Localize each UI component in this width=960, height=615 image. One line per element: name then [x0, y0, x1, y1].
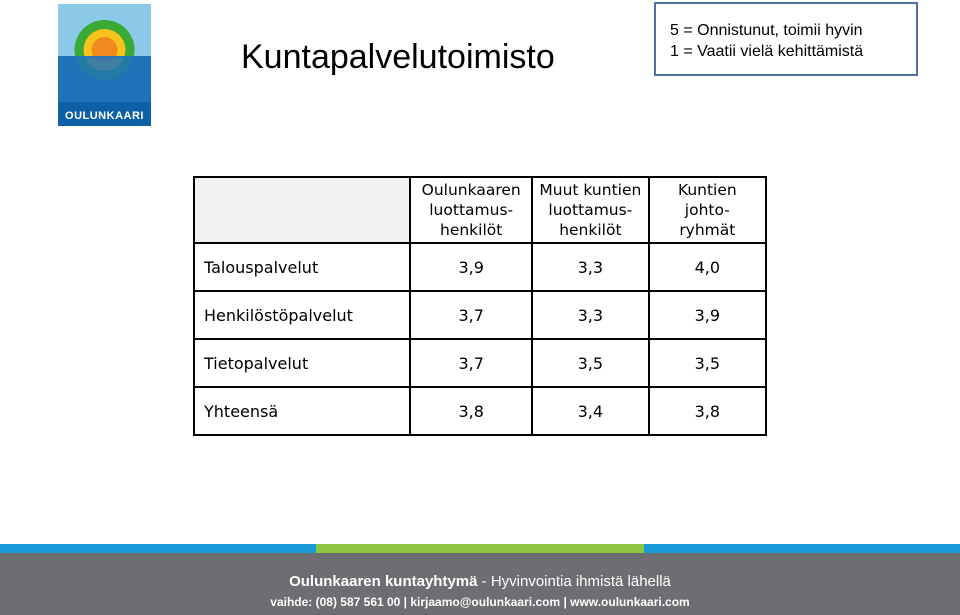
footer-slogan: - Hyvinvointia ihmistä lähellä: [477, 573, 671, 590]
legend-line-2: 1 = Vaatii vielä kehittämistä: [670, 43, 864, 60]
header-line: Muut kuntien: [539, 181, 642, 199]
table-cell: 3,3: [532, 291, 649, 339]
table-cell: 3,8: [410, 387, 532, 435]
table-cell: 3,7: [410, 291, 532, 339]
footer: [0, 553, 960, 615]
table-row: [194, 339, 766, 387]
header-line: ryhmät: [679, 221, 736, 239]
table-cell: 3,9: [649, 291, 766, 339]
table-header-row: [194, 177, 766, 243]
table-cell: 3,4: [532, 387, 649, 435]
stripe-green: [316, 544, 644, 553]
footer-color-stripe: [0, 544, 960, 553]
oulunkaari-logo: [58, 4, 151, 126]
table-cell: 4,0: [649, 243, 766, 291]
row-label: Tietopalvelut: [194, 339, 410, 387]
table-cell: 3,7: [410, 339, 532, 387]
table-cell: 3,5: [532, 339, 649, 387]
row-label: Yhteensä: [194, 387, 410, 435]
row-label: Talouspalvelut: [194, 243, 410, 291]
legend-line-1: 5 = Onnistunut, toimii hyvin: [670, 22, 863, 39]
results-table: [193, 176, 767, 436]
header-line: henkilöt: [440, 221, 503, 239]
stripe-blue-left: [0, 544, 316, 553]
table-cell: 3,9: [410, 243, 532, 291]
header-line: Kuntien: [677, 181, 737, 199]
logo-text: OULUNKAARI: [65, 110, 144, 122]
logo-graphic: [58, 4, 151, 126]
header-line: johto-: [684, 201, 730, 219]
column-header-kuntien-johtoryhmat: [649, 177, 766, 243]
table-row: [194, 291, 766, 339]
table-row-total: [194, 387, 766, 435]
header-line: henkilöt: [559, 221, 622, 239]
table-cell: 3,5: [649, 339, 766, 387]
rating-legend: [654, 2, 918, 76]
footer-contact: vaihde: (08) 587 561 00 | kirjaamo@oulunkaari.com | www.oulunkaari.com: [270, 595, 690, 609]
stripe-blue-right: [644, 544, 960, 553]
table-row: [194, 243, 766, 291]
table-cell: 3,3: [532, 243, 649, 291]
row-label: Henkilöstöpalvelut: [194, 291, 410, 339]
page-title: Kuntapalvelutoimisto: [241, 38, 555, 76]
column-header-oulunkaaren: [410, 177, 532, 243]
table-corner-cell: [194, 177, 410, 243]
footer-org: Oulunkaaren kuntayhtymä: [289, 573, 478, 590]
table-cell: 3,8: [649, 387, 766, 435]
header-line: Oulunkaaren: [421, 181, 521, 199]
footer-org-line: [0, 573, 960, 590]
header-line: luottamus-: [429, 201, 514, 219]
column-header-muut-kuntien: [532, 177, 649, 243]
header-line: luottamus-: [548, 201, 633, 219]
